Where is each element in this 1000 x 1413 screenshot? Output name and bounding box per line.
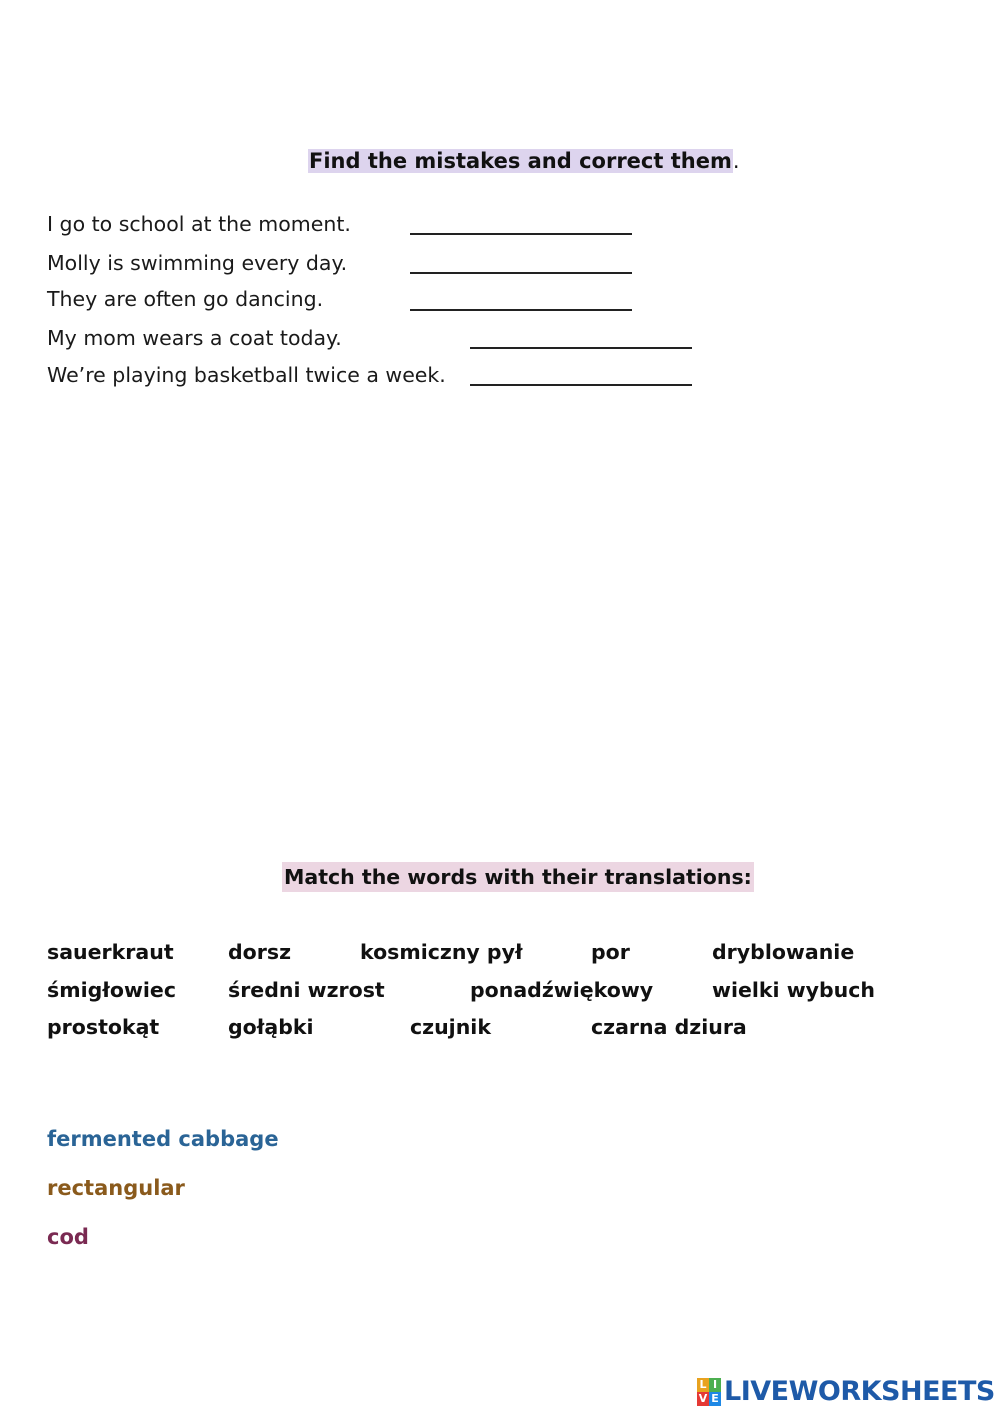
- sentence-2: Molly is swimming every day.: [47, 251, 348, 275]
- section1-title: [308, 146, 740, 176]
- word-item[interactable]: średni wzrost: [228, 978, 385, 1002]
- word-item[interactable]: śmigłowiec: [47, 978, 176, 1002]
- word-item[interactable]: dorsz: [228, 940, 292, 964]
- logo-mark-letter: I: [709, 1378, 721, 1392]
- word-item[interactable]: ponadźwiękowy: [470, 978, 654, 1002]
- liveworksheets-logo[interactable]: [697, 1375, 995, 1409]
- logo-text: LIVEWORKSHEETS: [724, 1376, 995, 1407]
- word-item[interactable]: dryblowanie: [712, 940, 855, 964]
- answer-blank-5[interactable]: [470, 384, 692, 386]
- section1-title-punct: .: [732, 149, 740, 173]
- section2-title: Match the words with their translations:: [282, 862, 754, 892]
- word-item[interactable]: czujnik: [410, 1015, 491, 1039]
- logo-mark-letter: L: [697, 1378, 709, 1392]
- section1-title-text: Find the mistakes and correct them: [309, 149, 732, 173]
- answer-target-3[interactable]: cod: [47, 1225, 89, 1249]
- sentence-1: I go to school at the moment.: [47, 212, 351, 236]
- answer-blank-2[interactable]: [410, 272, 632, 274]
- answer-blank-3[interactable]: [410, 309, 632, 311]
- answer-blank-4[interactable]: [470, 347, 692, 349]
- sentence-5: We’re playing basketball twice a week.: [47, 363, 446, 387]
- answer-target-1[interactable]: fermented cabbage: [47, 1127, 279, 1151]
- answer-blank-1[interactable]: [410, 233, 632, 235]
- word-item[interactable]: kosmiczny pył: [360, 940, 523, 964]
- sentence-4: My mom wears a coat today.: [47, 326, 342, 350]
- logo-mark-icon: [697, 1378, 721, 1406]
- word-item[interactable]: sauerkraut: [47, 940, 174, 964]
- logo-mark-letter: V: [698, 1392, 708, 1405]
- sentence-3: They are often go dancing.: [47, 287, 324, 311]
- word-item[interactable]: gołąbki: [228, 1015, 314, 1039]
- word-item[interactable]: wielki wybuch: [712, 978, 876, 1002]
- word-item[interactable]: czarna dziura: [591, 1015, 747, 1039]
- word-item[interactable]: por: [591, 940, 630, 964]
- answer-target-2[interactable]: rectangular: [47, 1176, 185, 1200]
- word-item[interactable]: prostokąt: [47, 1015, 160, 1039]
- logo-mark-letter: E: [709, 1392, 721, 1406]
